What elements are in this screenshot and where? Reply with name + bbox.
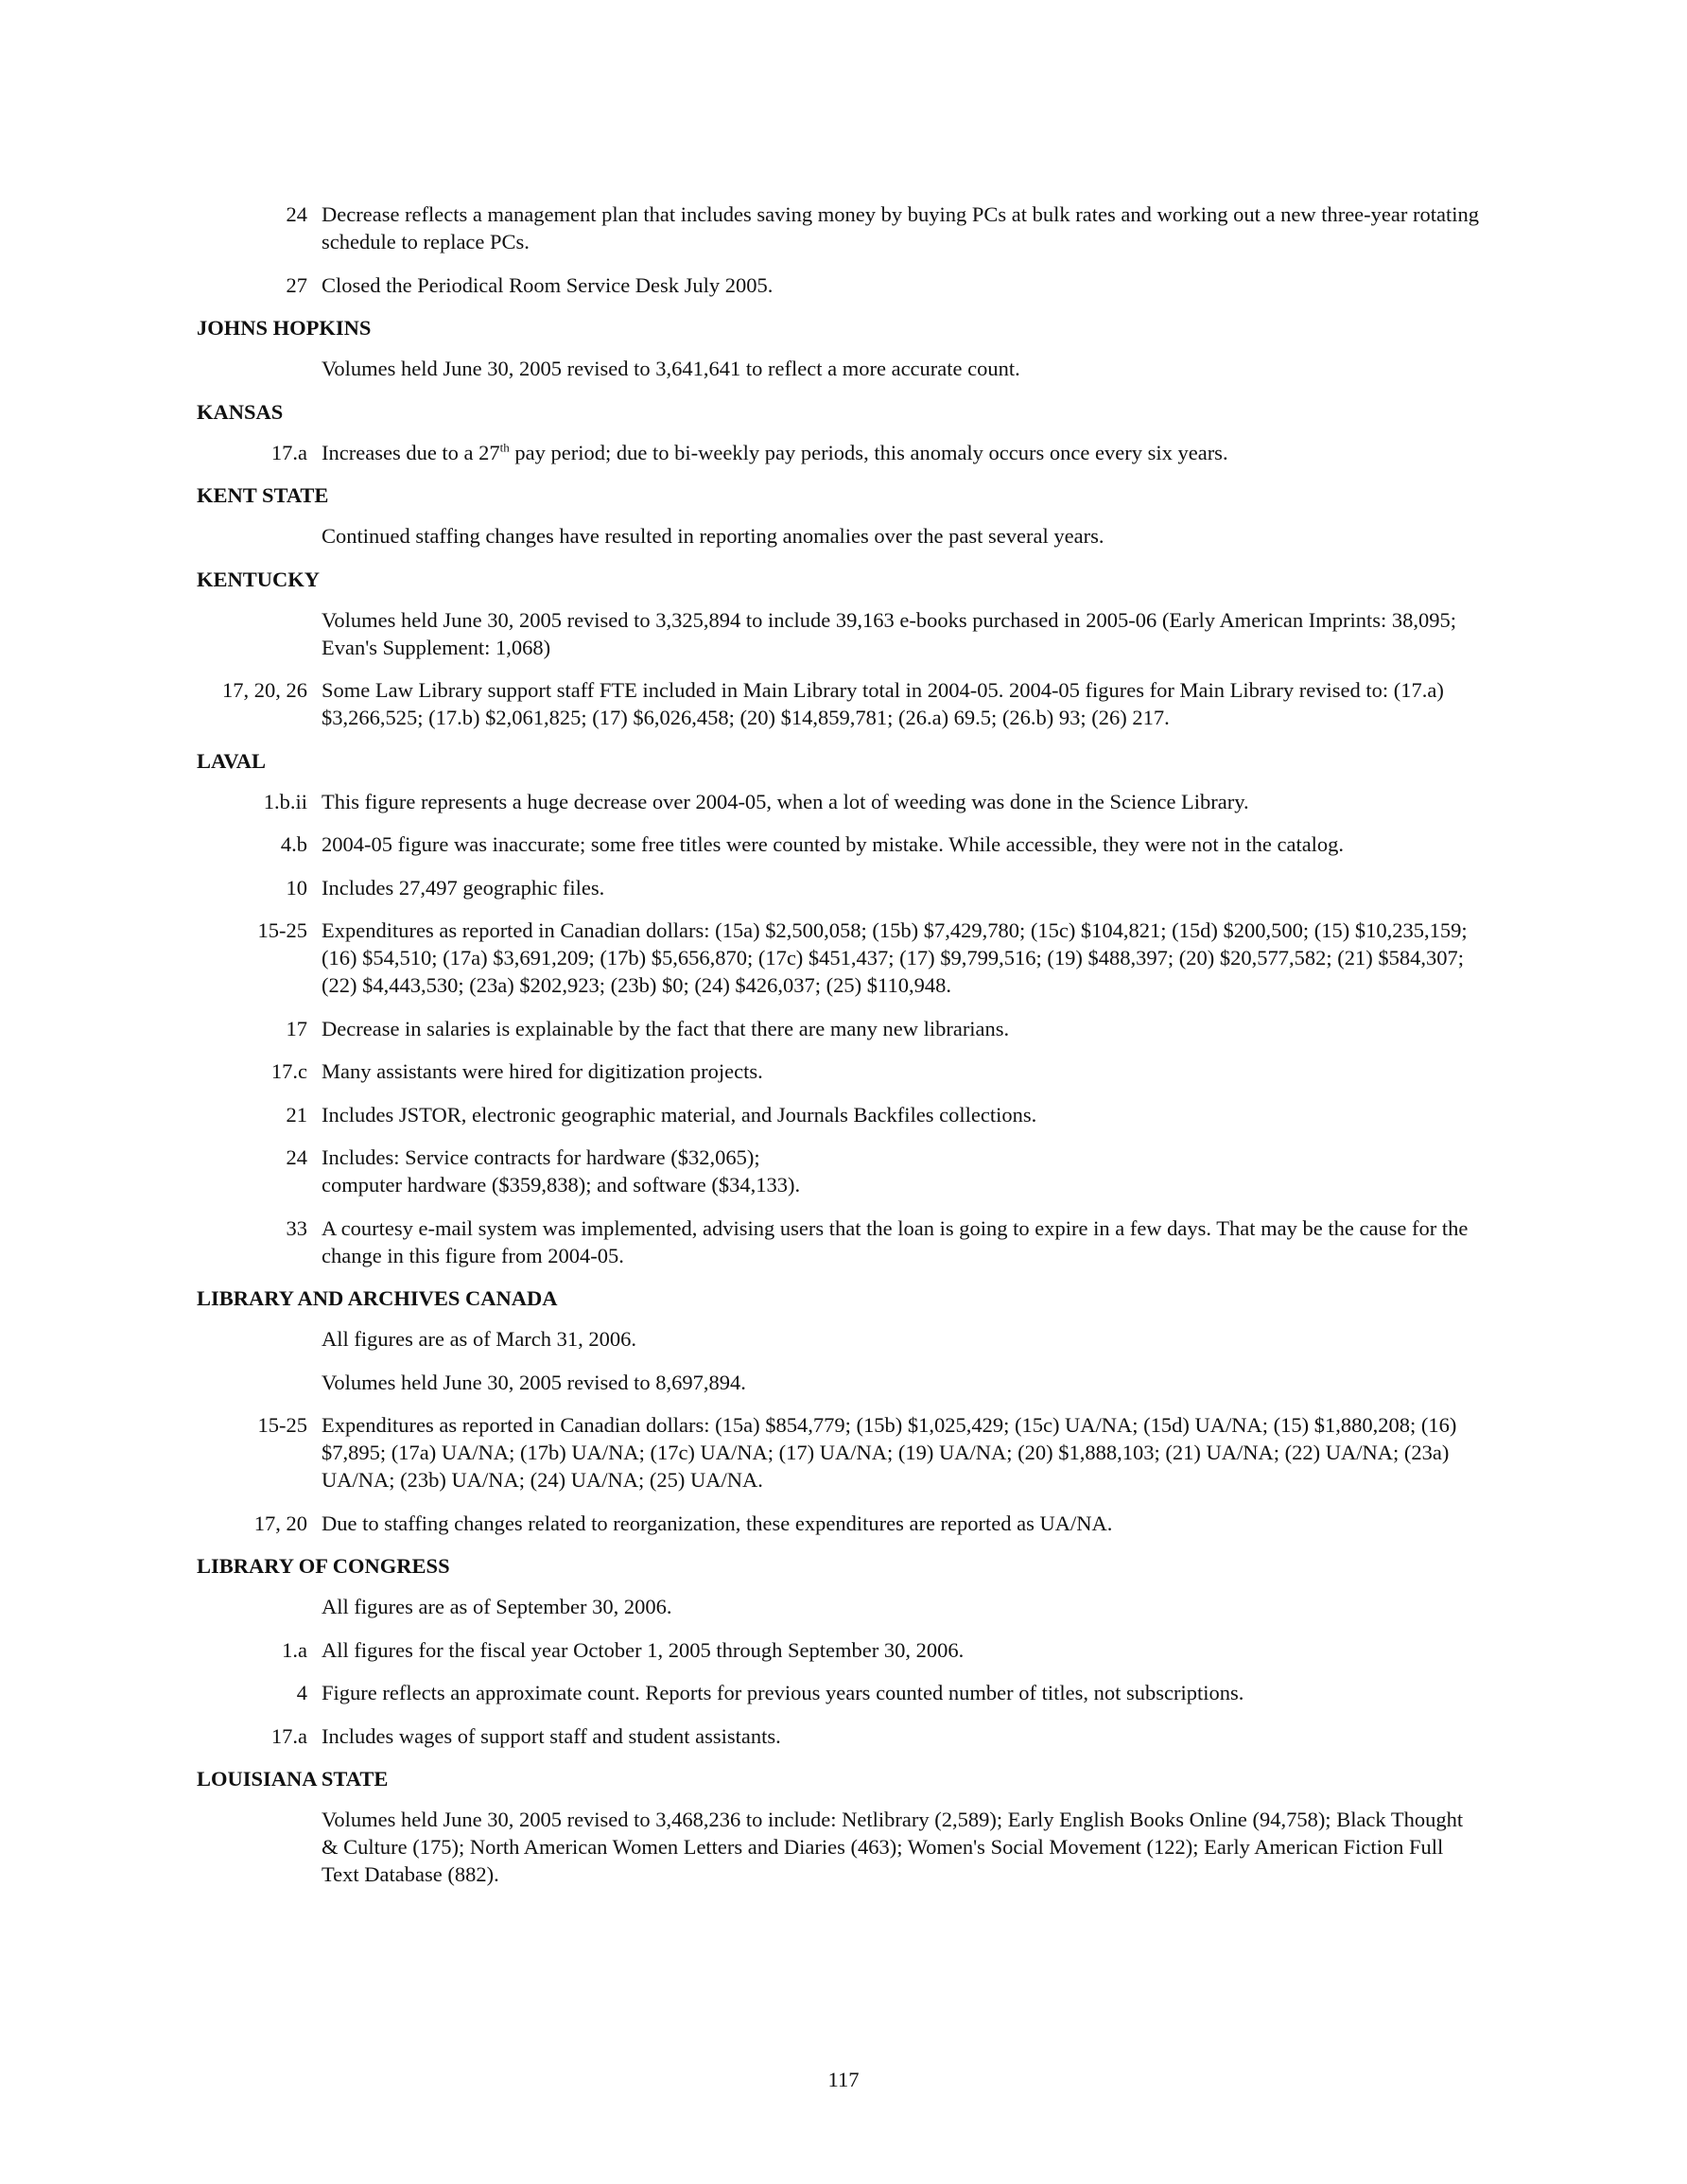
note-text: Figure reflects an approximate count. Reports for previous years counted number of titles, not subscriptions. [322,1681,1244,1704]
note-text: Many assistants were hired for digitization projects. [322,1059,763,1083]
note-text: Decrease in salaries is explainable by the fact that there are many new librarians. [322,1016,1010,1040]
note-item [197,874,1483,901]
note-text: Expenditures as reported in Canadian dollars: (15a) $854,779; (15b) $1,025,429; (15c) UA/NA; (15d) UA/NA; (15) $1,880,208; (16) $7,895; (17a) UA/NA; (17b) UA/NA; (17c) UA/NA; (17) UA/NA; (19) UA/NA; (20) $1,888,103; (21) UA/NA; (22) UA/NA; (23a) UA/NA; (23b) UA/NA; (24) UA/NA; (25) UA/NA. [322,1413,1457,1492]
section-heading-kent-state: KENT STATE [197,483,329,507]
note-item [197,788,1483,815]
note-item [197,1015,1483,1042]
note-label: 17.c [270,1059,307,1083]
note-label: 24 [286,202,307,226]
note-label: 33 [286,1215,307,1240]
note-label [197,1806,322,1888]
note-label [197,355,322,382]
note-label: 17, 20 [253,1511,307,1535]
note-text: Includes JSTOR, electronic geographic material, and Journals Backfiles collections. [322,1102,1037,1127]
section-heading-kansas: KANSAS [197,399,284,424]
section-heading-louisiana-state: LOUISIANA STATE [197,1767,389,1791]
note-item [197,1636,1483,1664]
note-text: Closed the Periodical Room Service Desk July 2005. [322,272,774,297]
note-text: Continued staffing changes have resulted in reporting anomalies over the past several years. [322,524,1104,548]
note-item [197,606,1483,661]
note-label: 4.b [280,832,307,856]
page-number: 117 [827,2068,860,2091]
note-item [197,1679,1483,1706]
note-item [197,917,1483,999]
note-label [197,606,322,661]
note-text-line: computer hardware ($359,838); and software ($34,133). [322,1173,801,1197]
note-label [197,1369,322,1396]
note-label: 21 [286,1102,307,1127]
note-text: Volumes held June 30, 2005 revised to 3,641,641 to reflect a more accurate count. [322,357,1020,380]
note-label: 17, 20, 26 [222,678,307,702]
note-label: 1.b.ii [263,789,307,813]
note-label: 1.a [282,1637,307,1662]
note-label: 15-25 [257,1413,307,1437]
note-label: 27 [286,272,307,297]
notes-content [197,201,1483,1904]
note-item [197,1593,1483,1620]
note-label: 15-25 [257,918,307,942]
note-item [197,1144,1483,1198]
note-text: This figure represents a huge decrease over 2004-05, when a lot of weeding was done in the Science Library. [322,789,1249,813]
section-heading-library-of-congress: LIBRARY OF CONGRESS [197,1554,450,1578]
note-item [197,1214,1483,1269]
note-text: 2004-05 figure was inaccurate; some free titles were counted by mistake. While accessible, they were not in the catalog. [322,832,1345,856]
note-text [322,1144,1483,1198]
note-item [197,1057,1483,1085]
note-item [197,522,1483,550]
note-text: All figures for the fiscal year October 1, 2005 through September 30, 2006. [322,1637,965,1662]
note-item [197,1806,1483,1888]
note-label: 17.a [270,440,307,464]
note-text-before: Increases due to a 27 [322,440,500,464]
section-heading-kentucky: KENTUCKY [197,567,321,591]
note-item [197,1510,1483,1537]
note-label [197,522,322,550]
note-item [197,439,1483,466]
note-text: Due to staffing changes related to reorganization, these expenditures are reported as UA/NA. [322,1511,1113,1535]
note-text: Volumes held June 30, 2005 revised to 8,697,894. [322,1370,746,1394]
note-label: 17.a [270,1723,307,1748]
note-item [197,1325,1483,1353]
note-item [197,271,1483,299]
note-item [197,201,1483,255]
note-label: 10 [286,875,307,900]
note-text: A courtesy e-mail system was implemented, advising users that the loan is going to expire in a few days. That may be the cause for the change in this figure from 2004-05. [322,1215,1469,1267]
note-label [197,1325,322,1353]
note-text: Some Law Library support staff FTE included in Main Library total in 2004-05. 2004-05 figures for Main Library revised to: (17.a) $3,266,525; (17.b) $2,061,825; (17) $6,026,458; (20) $14,859,781; (26.a) 69.5; (26.b) 93; (26) 217. [322,678,1444,729]
note-text: Decrease reflects a management plan that includes saving money by buying PCs at bulk rates and working out a new three-year rotating schedule to replace PCs. [322,202,1479,253]
section-heading-laval: LAVAL [197,748,266,773]
note-text-line: Includes: Service contracts for hardware ($32,065); [322,1145,760,1169]
note-item [197,1369,1483,1396]
note-item [197,1411,1483,1494]
note-text: Volumes held June 30, 2005 revised to 3,468,236 to include: Netlibrary (2,589); Early English Books Online (94,758); Black Thought & Culture (175); North American Women Letters and Diaries (463); Women's Social Movement (122); Early American Fiction Full Text Database (882). [322,1808,1464,1886]
ordinal-superscript: th [499,440,510,454]
note-label: 4 [296,1681,307,1704]
note-text: All figures are as of March 31, 2006. [322,1327,637,1351]
note-text: Includes 27,497 geographic files. [322,875,605,900]
note-text [322,439,1483,466]
note-text-after: pay period; due to bi-weekly pay periods, this anomaly occurs once every six years. [509,440,1228,464]
note-item [197,1101,1483,1128]
note-label: 17 [286,1016,307,1040]
note-label [197,1593,322,1620]
note-text: Expenditures as reported in Canadian dollars: (15a) $2,500,058; (15b) $7,429,780; (15c) $104,821; (15d) $200,500; (15) $10,235,159; (16) $54,510; (17a) $3,691,209; (17b) $5,656,870; (17c) $451,437; (17) $9,799,516; (19) $488,397; (20) $20,577,582; (21) $584,307; (22) $4,443,530; (23a) $202,923; (23b) $0; (24) $426,037; (25) $110,948. [322,918,1468,997]
note-item [197,355,1483,382]
section-heading-library-archives-canada: LIBRARY AND ARCHIVES CANADA [197,1286,558,1310]
note-item [197,1722,1483,1750]
section-heading-johns-hopkins: JOHNS HOPKINS [197,316,372,340]
note-item [197,830,1483,858]
note-text: All figures are as of September 30, 2006. [322,1595,672,1618]
note-label: 24 [286,1145,307,1169]
note-item [197,676,1483,731]
note-text: Includes wages of support staff and student assistants. [322,1723,781,1748]
note-text: Volumes held June 30, 2005 revised to 3,325,894 to include 39,163 e-books purchased in 2005-06 (Early American Imprints: 38,095; Evan's Supplement: 1,068) [322,607,1457,659]
